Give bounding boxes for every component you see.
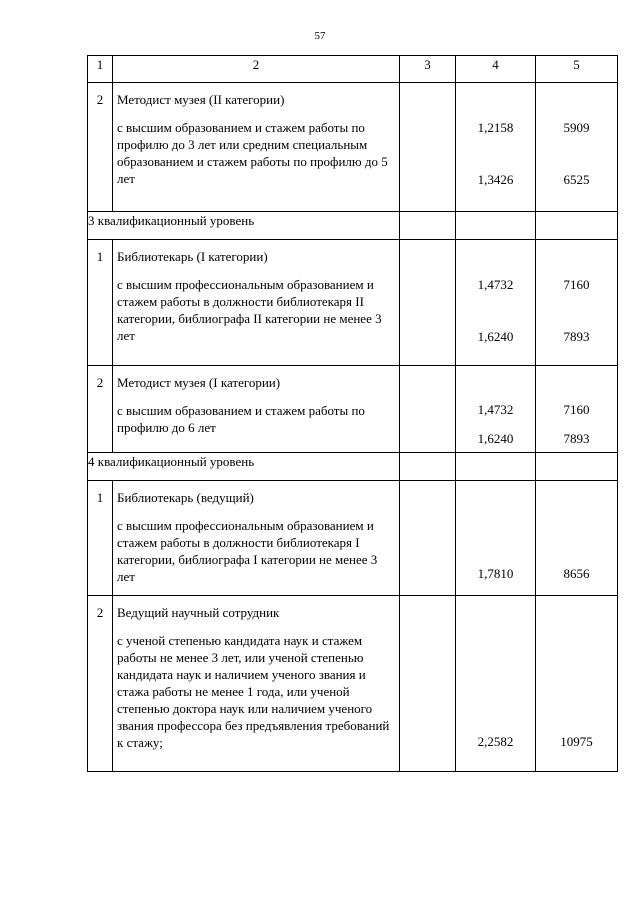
position-description: с высшим профессиональным образованием и стажем работы в должности библиотекаря II категории, библиографа II категории не менее 3 лет	[117, 277, 382, 343]
empty-cell	[400, 366, 456, 453]
empty-cell	[400, 240, 456, 366]
row-index-cell	[88, 83, 113, 212]
empty-cell	[456, 212, 536, 240]
salary-cell	[536, 366, 618, 453]
row-index: 1	[96, 249, 104, 264]
coefficient-value: 1,3426	[477, 172, 514, 187]
header-cell: 1	[88, 56, 113, 83]
empty-cell	[400, 83, 456, 212]
salary-value: 8656	[563, 566, 590, 581]
header-cell: 3	[400, 56, 456, 83]
position-cell	[113, 596, 400, 772]
salary-cell	[536, 83, 618, 212]
row-index: 2	[96, 375, 104, 390]
table-row	[88, 83, 618, 212]
empty-cell	[400, 481, 456, 596]
salary-value: 7893	[563, 431, 590, 446]
table-header-row	[88, 56, 618, 83]
position-cell	[113, 240, 400, 366]
header-cell: 5	[536, 56, 618, 83]
position-description: с высшим профессиональным образованием и стажем работы в должности библиотекаря I категории, библиографа I категории не менее 3 лет	[117, 518, 378, 584]
qualification-level-row	[88, 212, 618, 240]
position-description: с высшим образованием и стажем работы по профилю до 3 лет или средним специальным образованием и стажем работы по профилю до 5 лет	[117, 120, 388, 186]
empty-cell	[400, 212, 456, 240]
empty-cell	[400, 453, 456, 481]
salary-cell	[536, 240, 618, 366]
position-cell	[113, 481, 400, 596]
header-cell: 2	[113, 56, 400, 83]
coefficient-value: 1,4732	[477, 402, 514, 417]
qualification-level-row	[88, 453, 618, 481]
position-title: Ведущий научный сотрудник	[117, 605, 280, 620]
coefficient-cell	[456, 240, 536, 366]
salary-value: 5909	[563, 120, 590, 135]
table-row	[88, 366, 618, 453]
qualification-level-label: 3 квалификационный уровень	[88, 212, 400, 240]
coefficient-cell	[456, 366, 536, 453]
position-description: с ученой степенью кандидата наук и стажем работы не менее 3 лет, или ученой степенью кандидата наук и наличием ученого звания и стажа работы не менее 1 года, или ученой степенью доктора наук или наличием ученого звания профессора без предъявления требований к стажу;	[117, 633, 390, 750]
salary-value: 7893	[563, 329, 590, 344]
salary-value: 10975	[560, 734, 593, 749]
coefficient-value: 1,7810	[477, 566, 514, 581]
empty-cell	[536, 212, 618, 240]
row-index: 2	[96, 605, 104, 620]
table-row	[88, 481, 618, 596]
coefficient-cell	[456, 596, 536, 772]
salary-value: 7160	[563, 277, 590, 292]
table-row	[88, 240, 618, 366]
salary-cell	[536, 481, 618, 596]
salary-value: 7160	[563, 402, 590, 417]
qualification-level-label: 4 квалификационный уровень	[88, 453, 400, 481]
position-description: с высшим образованием и стажем работы по профилю до 6 лет	[117, 403, 365, 435]
coefficient-value: 1,6240	[477, 329, 514, 344]
coefficient-value: 1,4732	[477, 277, 514, 292]
position-cell	[113, 83, 400, 212]
coefficient-cell	[456, 83, 536, 212]
position-cell	[113, 366, 400, 453]
header-cell: 4	[456, 56, 536, 83]
row-index: 2	[96, 92, 104, 107]
page-number: 57	[314, 30, 326, 42]
empty-cell	[456, 453, 536, 481]
position-title: Методист музея (II категории)	[117, 92, 285, 107]
position-title: Методист музея (I категории)	[117, 375, 281, 390]
row-index-cell	[88, 240, 113, 366]
empty-cell	[536, 453, 618, 481]
salary-cell	[536, 596, 618, 772]
coefficient-value: 1,2158	[477, 120, 514, 135]
table-row	[88, 596, 618, 772]
salary-table	[87, 55, 618, 772]
row-index: 1	[96, 490, 104, 505]
coefficient-value: 1,6240	[477, 431, 514, 446]
row-index-cell	[88, 481, 113, 596]
row-index-cell	[88, 596, 113, 772]
position-title: Библиотекарь (I категории)	[117, 249, 268, 264]
empty-cell	[400, 596, 456, 772]
position-title: Библиотекарь (ведущий)	[117, 490, 254, 505]
coefficient-value: 2,2582	[477, 734, 514, 749]
coefficient-cell	[456, 481, 536, 596]
row-index-cell	[88, 366, 113, 453]
salary-value: 6525	[563, 172, 590, 187]
